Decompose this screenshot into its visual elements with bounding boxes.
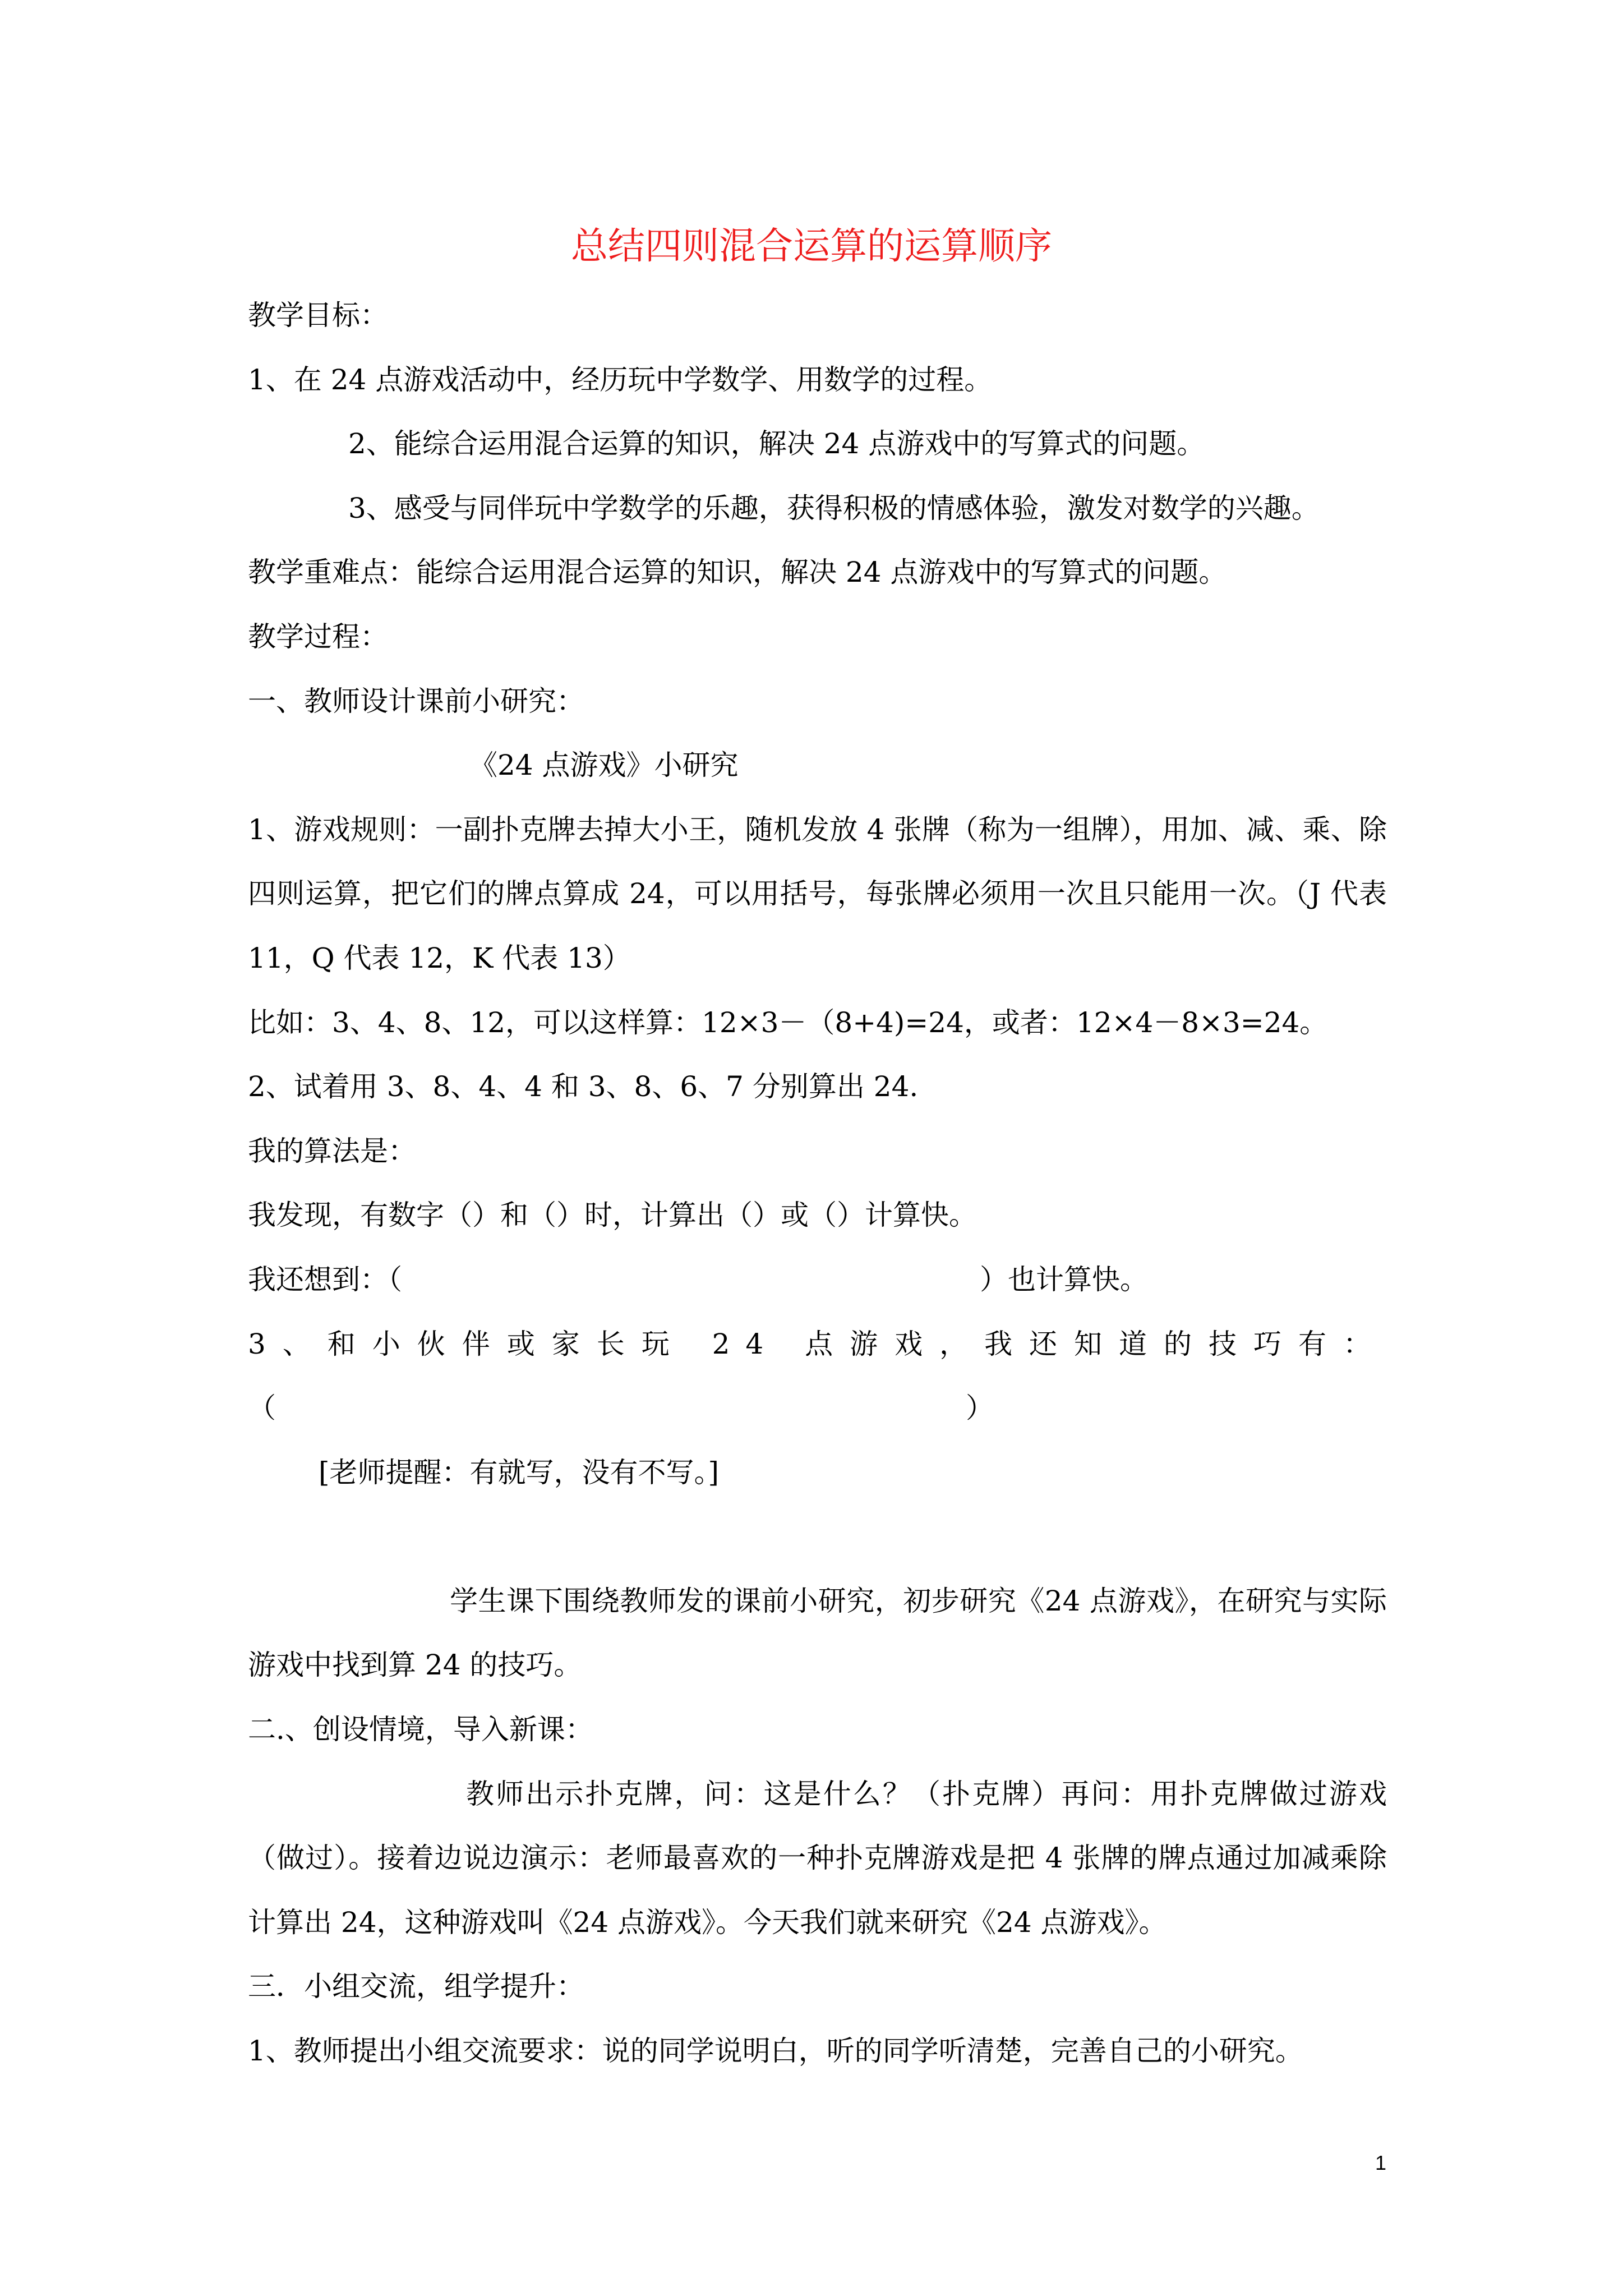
task-3 <box>248 1312 1387 1377</box>
task-2: 2、试着用 3、8、4、4 和 3、8、6、7 分别算出 24. <box>248 1070 919 1103</box>
goal-1: 1、在 24 点游戏活动中，经历玩中学数学、用数学的过程。 <box>248 363 993 396</box>
teacher-reminder: [老师提醒：有就写，没有不写。] <box>319 1456 720 1489</box>
rule-line-3: 11，Q 代表 12，K 代表 13） <box>248 941 631 974</box>
rule-line-1: 1、游戏规则：一副扑克牌去掉大小王，随机发放 4 张牌（称为一组牌），用加、减、乘、除 <box>248 813 1387 846</box>
answer-blank <box>248 1376 1387 1441</box>
student-line-2: 游戏中找到算 24 的技巧。 <box>248 1649 582 1682</box>
section-1-heading: 一、教师设计课前小研究： <box>248 684 584 717</box>
student-line-1: 学生课下围绕教师发的课前小研究，初步研究《24 点游戏》，在研究与实际 <box>450 1584 1387 1617</box>
found-line: 我发现，有数字（）和（）时，计算出（）或（）计算快。 <box>248 1199 977 1232</box>
blank-open: （ <box>248 1392 276 1425</box>
teacher-line-1: 教师出示扑克牌，问：这是什么？（扑克牌）再问：用扑克牌做过游戏 <box>466 1777 1387 1810</box>
document-body <box>248 283 1387 2083</box>
also-think-start: 我还想到：（ <box>248 1263 402 1296</box>
teacher-line-3: 计算出 24，这种游戏叫《24 点游戏》。今天我们就来研究《24 点游戏》。 <box>248 1906 1167 1939</box>
my-method: 我的算法是： <box>248 1134 416 1167</box>
goal-3: 3、感受与同伴玩中学数学的乐趣，获得积极的情感体验，激发对数学的兴趣。 <box>348 491 1320 524</box>
study-title: 《24 点游戏》小研究 <box>469 749 739 782</box>
blank-close: ） <box>966 1392 994 1425</box>
example: 比如：3、4、8、12，可以这样算：12×3－（8+4)=24，或者：12×4－8×3=24。 <box>248 1006 1328 1039</box>
group-requirement: 1、教师提出小组交流要求：说的同学说明白，听的同学听清楚，完善自己的小研究。 <box>248 2035 1303 2068</box>
process-heading: 教学过程： <box>248 620 388 653</box>
teacher-line-2: （做过）。接着边说边演示：老师最喜欢的一种扑克牌游戏是把 4 张牌的牌点通过加减乘除 <box>248 1842 1387 1875</box>
section-3-heading: 三．小组交流，组学提升： <box>248 1970 584 2003</box>
rule-line-2: 四则运算，把它们的牌点算成 24，可以用括号，每张牌必须用一次且只能用一次。（J 代表 <box>248 877 1387 910</box>
page-number: 1 <box>1375 2151 1387 2174</box>
spacer <box>248 1504 1387 1569</box>
goals-heading: 教学目标： <box>248 299 388 332</box>
goal-2: 2、能综合运用混合运算的知识，解决 24 点游戏中的写算式的问题。 <box>348 427 1205 461</box>
section-2-heading: 二.、创设情境，导入新课： <box>248 1713 593 1746</box>
also-think-line <box>248 1248 1387 1312</box>
key-points: 教学重难点：能综合运用混合运算的知识，解决 24 点游戏中的写算式的问题。 <box>248 556 1227 589</box>
task-3-text: 3、和小伙伴或家长玩 24 点游戏，我还知道的技巧有： <box>248 1327 1387 1360</box>
document-title: 总结四则混合运算的运算顺序 <box>571 224 1052 268</box>
also-think-end: ）也计算快。 <box>980 1263 1148 1296</box>
